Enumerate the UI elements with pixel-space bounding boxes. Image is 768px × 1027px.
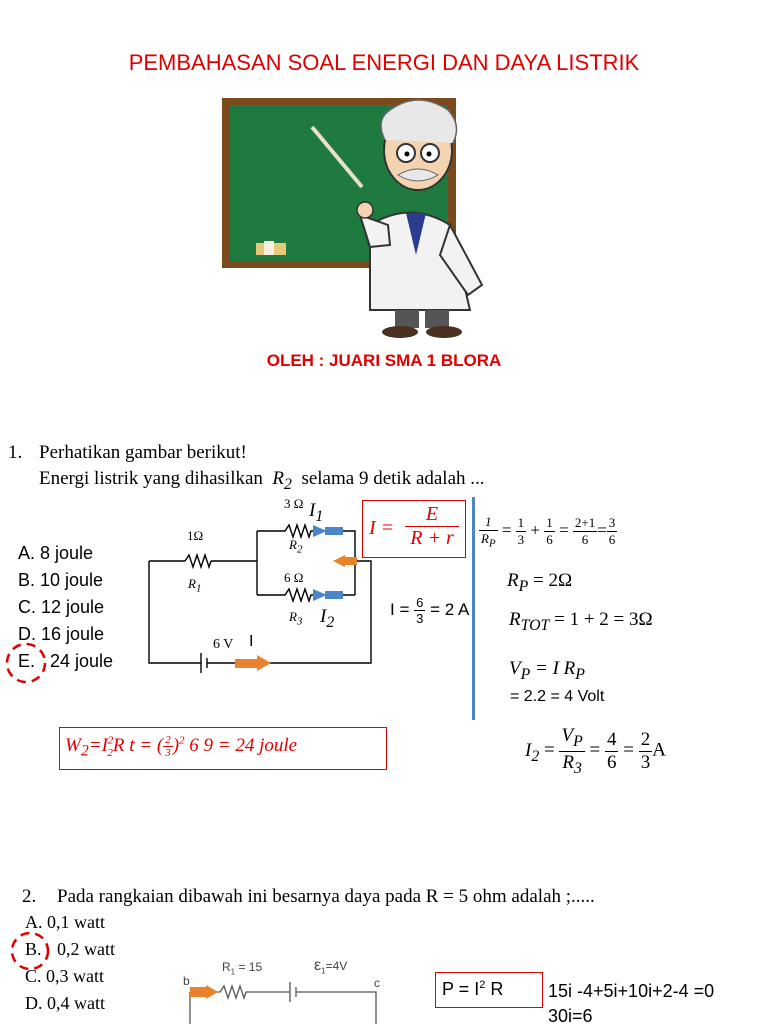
q1-option-c[interactable]: C. 12 joule [18, 597, 105, 617]
answer-circle-mark [4, 641, 50, 687]
q1-line2: Energi listrik yang dihasilkan $R_2$ selama 9 detik adalah ... [39, 468, 485, 493]
q1-option-e-text: 24 joule [50, 651, 114, 671]
vp-eq: $V_P = I$ $R_P$ [509, 658, 585, 683]
r2-label: $R_2$ [289, 537, 303, 556]
q1-option-a[interactable]: A. 8 joule [18, 543, 94, 563]
r1-value: 1Ω [187, 528, 204, 543]
vertical-divider [472, 497, 475, 720]
current-label: I [249, 633, 254, 650]
i1-label: $I_1$ [309, 500, 324, 525]
q2-option-b-text: 0,2 watt [57, 939, 115, 959]
q2-option-a[interactable]: A. 0,1 watt [25, 912, 105, 932]
q1-line1: Perhatikan gambar berikut! [39, 442, 247, 463]
q2-text: Pada rangkaian dibawah ini besarnya daya pada R = 5 ohm adalah ;..... [57, 886, 595, 907]
rtot-eq: $R_{TOT} = 1 + 2 = 3\Omega$ [509, 609, 653, 634]
q1-option-d[interactable]: D. 16 joule [18, 624, 105, 644]
q2-option-b[interactable]: B. [25, 939, 42, 959]
teacher-illustration [220, 95, 510, 345]
q2-option-c[interactable]: C. 0,3 watt [25, 966, 104, 986]
q1-circuit-diagram [145, 495, 380, 680]
parallel-resistance-eq: $\frac{1}{R_P}$ = $\frac{1}{3}$ + $\frac{1}{6}$ = $\frac{2+1}{6}$ = $\frac{3}{6}$ [481, 514, 616, 550]
current-calc: I = $\frac{6}{3}$ = 2 A [390, 595, 470, 626]
q1-option-b[interactable]: B. 10 joule [18, 570, 104, 590]
q2-circuit-diagram [180, 960, 400, 1024]
i2-label: $I_2$ [320, 606, 335, 631]
q2-answer-circle-mark [8, 930, 54, 972]
q1-number: 1. [8, 442, 23, 463]
rp-eq: $R_P = 2\Omega$ [507, 570, 573, 595]
q2-r1-label: $R_1 = 15$ [222, 960, 263, 977]
q2-equation-2: 30i=6 [548, 1006, 593, 1026]
q2-equation-1: 15i -4+5i+10i+2-4 =0 [548, 981, 715, 1001]
battery-label: 6 V [213, 637, 234, 652]
node-b: b [183, 974, 190, 988]
q1-option-e[interactable]: E. [18, 651, 36, 671]
q2-emf-label: $\varepsilon_1=4V$ [314, 957, 348, 976]
page-title: PEMBAHASAN SOAL ENERGI DAN DAYA LISTRIK [128, 50, 640, 75]
current-formula-box: I = E R + r [362, 500, 466, 558]
r3-label: $R_3$ [289, 609, 303, 628]
q2-option-d[interactable]: D. 0,4 watt [25, 993, 105, 1013]
author-line: OLEH : JUARI SMA 1 BLORA [266, 351, 502, 370]
q2-number: 2. [22, 886, 37, 907]
r3-value: 6 Ω [284, 570, 304, 585]
node-c: c [374, 976, 380, 990]
power-formula-box: $P = I^2$ R [435, 972, 543, 1008]
i2-eq: $I_2$ = $\frac{V_P}{R_3}$ = $\frac{4}{6}$ = $\frac{2}{3}$ A [525, 725, 666, 777]
r2-value: 3 Ω [284, 496, 304, 511]
work-formula-box: $W_2=I^2_2R$ t = ( $\frac{2}{3}$ )$^2$ 6 9 = 24 joule [59, 727, 387, 770]
vp-calc: = 2.2 = 4 Volt [510, 688, 605, 705]
r1-label: $R_1$ [188, 576, 202, 595]
